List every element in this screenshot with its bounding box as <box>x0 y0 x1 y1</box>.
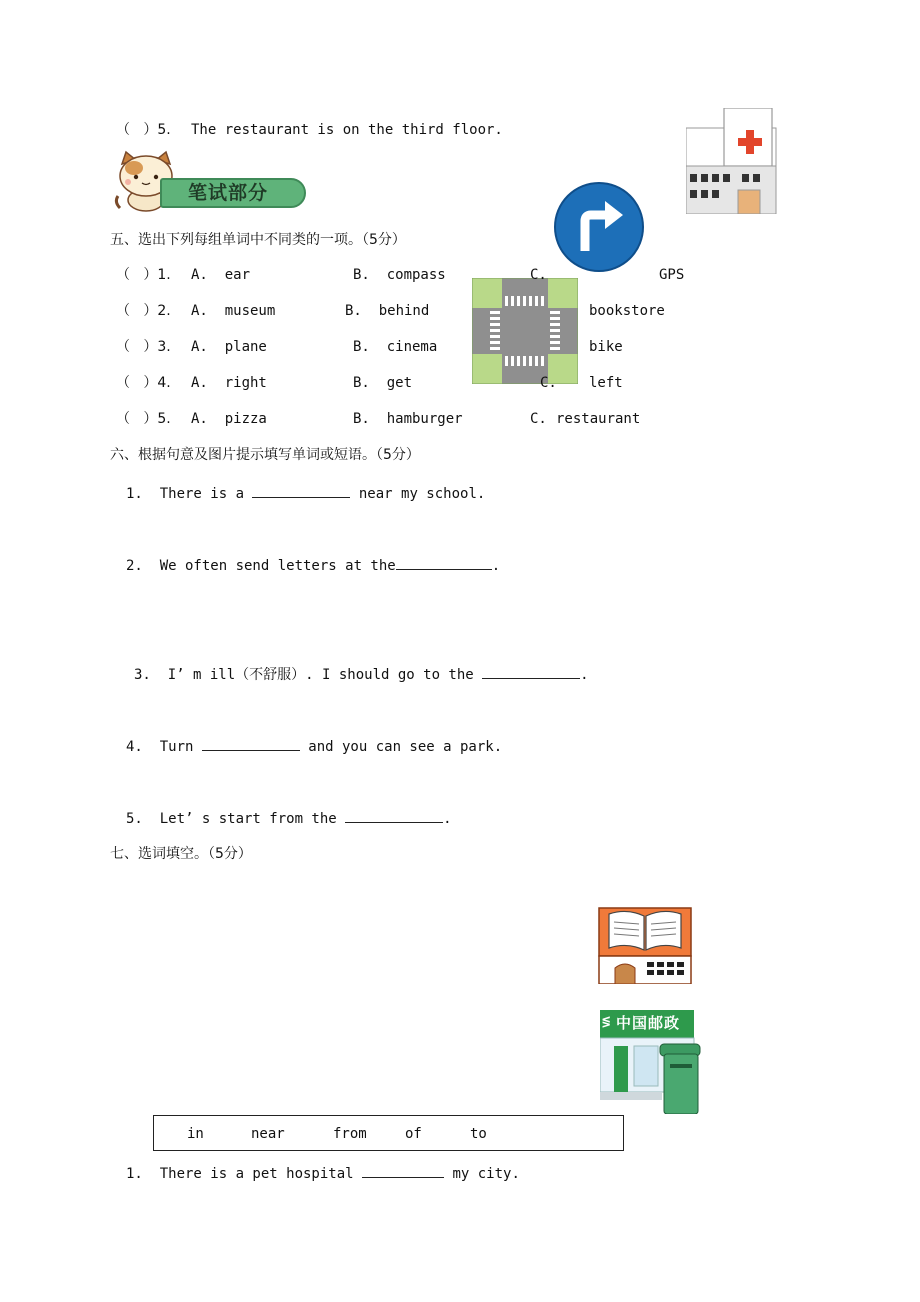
word-in: in <box>187 1126 204 1142</box>
word-near: near <box>251 1126 285 1142</box>
answer-blank[interactable] <box>345 808 443 823</box>
option-c: bike <box>589 339 623 355</box>
hospital-building-icon <box>686 108 778 214</box>
answer-blank[interactable] <box>252 483 350 498</box>
item-text-before: 2. We often send letters at the <box>126 558 396 574</box>
option-c-label: C. <box>540 375 557 391</box>
word-bank-box <box>153 1115 624 1151</box>
option-c-label: C. <box>530 267 547 283</box>
item-text-before: 1. There is a <box>126 486 253 502</box>
section6-item-1 <box>126 483 485 503</box>
row-number: （ ）3. <box>116 339 171 355</box>
section-banner <box>110 150 310 214</box>
section6-item-3 <box>134 664 589 684</box>
item-text-after: . <box>491 558 501 574</box>
top-item-number: （ ）5. <box>116 122 171 138</box>
option-c: left <box>589 375 623 391</box>
answer-blank[interactable] <box>396 555 492 570</box>
option-a: A. plane <box>191 339 267 355</box>
banner-strip <box>160 178 306 208</box>
option-b: B. behind <box>345 303 430 319</box>
option-b: B. compass <box>353 267 446 283</box>
section7-title: 七、选词填空。（5分） <box>110 846 252 862</box>
option-b: B. cinema <box>353 339 438 355</box>
section6-item-5 <box>126 808 452 828</box>
row-number: （ ）4. <box>116 375 171 391</box>
answer-blank[interactable] <box>482 664 580 679</box>
crossroads-icon <box>472 278 578 384</box>
turn-right-sign-icon <box>553 181 645 273</box>
item-text-before: 3. I’ m ill（不舒服）. I should go to the <box>134 667 483 683</box>
section6-title: 六、根据句意及图片提示填写单词或短语。（5分） <box>110 447 420 463</box>
banner-label: 笔试部分 <box>188 182 269 204</box>
row-number: （ ）5. <box>116 411 171 427</box>
bookstore-building-icon <box>597 900 693 984</box>
option-a: A. museum <box>191 303 276 319</box>
option-b: B. hamburger <box>353 411 463 427</box>
item-text-after: and you can see a park. <box>299 739 503 755</box>
option-c-label: C. <box>530 411 547 427</box>
top-item-text: The restaurant is on the third floor. <box>191 122 503 138</box>
item-text-before: 4. Turn <box>126 739 202 755</box>
row-number: （ ）1. <box>116 267 171 283</box>
word-from: from <box>333 1126 367 1142</box>
word-to: to <box>470 1126 487 1142</box>
section5-title: 五、选出下列每组单词中不同类的一项。（5分） <box>110 232 406 248</box>
option-c: GPS <box>659 267 685 283</box>
row-number: （ ）2. <box>116 303 171 319</box>
option-b: B. get <box>353 375 413 391</box>
option-a: A. pizza <box>191 411 267 427</box>
item-text-before: 5. Let’ s start from the <box>126 811 346 827</box>
option-a: A. right <box>191 375 267 391</box>
post-logo-icon: ≶ <box>602 1014 611 1030</box>
item-text-after: my city. <box>444 1166 520 1182</box>
post-office-image <box>600 1010 706 1114</box>
word-of: of <box>405 1126 422 1142</box>
option-c: bookstore <box>589 303 665 319</box>
item-text-after: . <box>443 811 452 827</box>
item-text-before: 1. There is a pet hospital <box>126 1166 363 1182</box>
option-c: restaurant <box>556 411 641 427</box>
answer-blank[interactable] <box>202 736 300 751</box>
section6-item-2 <box>126 555 500 575</box>
section6-item-4 <box>126 736 502 756</box>
item-text-after: near my school. <box>350 486 486 502</box>
section7-item-1 <box>126 1163 520 1183</box>
option-a: A. ear <box>191 267 251 283</box>
post-office-sign-text: 中国邮政 <box>616 1014 681 1032</box>
item-text-after: . <box>580 667 589 683</box>
answer-blank[interactable] <box>362 1163 444 1178</box>
